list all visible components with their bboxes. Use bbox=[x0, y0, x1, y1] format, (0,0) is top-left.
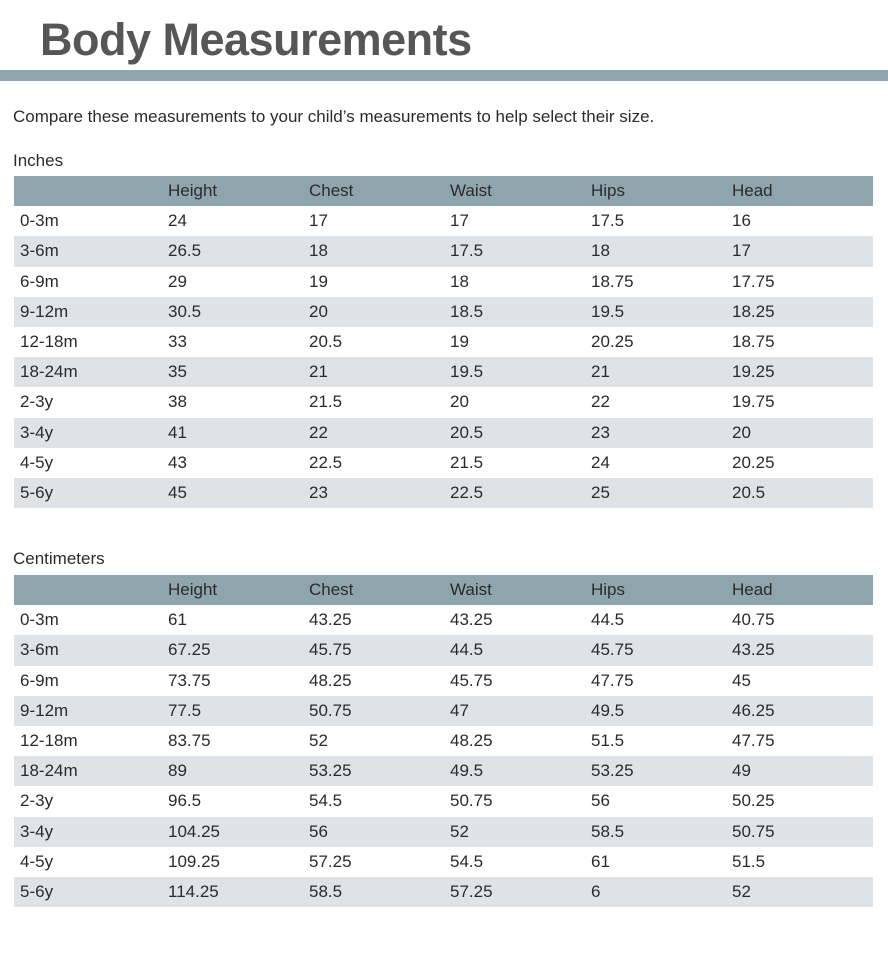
inches-section-label: Inches bbox=[13, 151, 64, 170]
cell-head: 46.25 bbox=[732, 696, 873, 726]
table-row bbox=[14, 448, 873, 478]
table-row bbox=[14, 756, 873, 786]
column-header-height: Height bbox=[168, 575, 309, 605]
cell-height: 77.5 bbox=[168, 696, 309, 726]
table-row bbox=[14, 206, 873, 236]
table-row bbox=[14, 696, 873, 726]
table-row bbox=[14, 267, 873, 297]
cell-size: 9-12m bbox=[14, 696, 168, 726]
cell-chest: 20 bbox=[309, 297, 450, 327]
cell-waist: 45.75 bbox=[450, 666, 591, 696]
cell-height: 35 bbox=[168, 357, 309, 387]
cell-waist: 20 bbox=[450, 387, 591, 417]
cell-waist: 54.5 bbox=[450, 847, 591, 877]
cell-waist: 57.25 bbox=[450, 877, 591, 907]
table-row bbox=[14, 666, 873, 696]
cell-chest: 56 bbox=[309, 817, 450, 847]
cell-waist: 21.5 bbox=[450, 448, 591, 478]
cell-head: 51.5 bbox=[732, 847, 873, 877]
cell-size: 2-3y bbox=[14, 786, 168, 816]
cell-head: 18.75 bbox=[732, 327, 873, 357]
cell-head: 50.25 bbox=[732, 786, 873, 816]
column-header-chest: Chest bbox=[309, 176, 450, 206]
cell-height: 96.5 bbox=[168, 786, 309, 816]
cell-height: 43 bbox=[168, 448, 309, 478]
cell-head: 19.75 bbox=[732, 387, 873, 417]
cell-waist: 19.5 bbox=[450, 357, 591, 387]
intro-text: Compare these measurements to your child’s measurements to help select their size. bbox=[13, 107, 655, 126]
cell-height: 114.25 bbox=[168, 877, 309, 907]
cell-chest: 54.5 bbox=[309, 786, 450, 816]
cell-chest: 53.25 bbox=[309, 756, 450, 786]
cell-height: 61 bbox=[168, 605, 309, 635]
cell-size: 3-4y bbox=[14, 418, 168, 448]
cell-waist: 20.5 bbox=[450, 418, 591, 448]
cell-size: 4-5y bbox=[14, 448, 168, 478]
column-header-waist: Waist bbox=[450, 176, 591, 206]
cell-chest: 50.75 bbox=[309, 696, 450, 726]
column-header-size bbox=[14, 176, 168, 206]
table-row bbox=[14, 877, 873, 907]
cell-hips: 17.5 bbox=[591, 206, 732, 236]
table-row bbox=[14, 605, 873, 635]
cell-hips: 21 bbox=[591, 357, 732, 387]
cell-chest: 58.5 bbox=[309, 877, 450, 907]
cell-height: 83.75 bbox=[168, 726, 309, 756]
cell-chest: 57.25 bbox=[309, 847, 450, 877]
table-row bbox=[14, 387, 873, 417]
cell-waist: 22.5 bbox=[450, 478, 591, 508]
column-header-waist: Waist bbox=[450, 575, 591, 605]
cell-size: 12-18m bbox=[14, 327, 168, 357]
cell-waist: 18.5 bbox=[450, 297, 591, 327]
cell-hips: 6 bbox=[591, 877, 732, 907]
cell-hips: 58.5 bbox=[591, 817, 732, 847]
cell-size: 12-18m bbox=[14, 726, 168, 756]
cell-chest: 21 bbox=[309, 357, 450, 387]
column-header-size bbox=[14, 575, 168, 605]
cell-chest: 43.25 bbox=[309, 605, 450, 635]
cell-size: 0-3m bbox=[14, 206, 168, 236]
cell-hips: 56 bbox=[591, 786, 732, 816]
cell-size: 3-4y bbox=[14, 817, 168, 847]
cell-height: 104.25 bbox=[168, 817, 309, 847]
cell-size: 3-6m bbox=[14, 635, 168, 665]
cell-hips: 53.25 bbox=[591, 756, 732, 786]
cell-height: 73.75 bbox=[168, 666, 309, 696]
column-header-head: Head bbox=[732, 575, 873, 605]
title-divider bbox=[0, 70, 888, 81]
cell-hips: 25 bbox=[591, 478, 732, 508]
cell-waist: 47 bbox=[450, 696, 591, 726]
column-header-hips: Hips bbox=[591, 176, 732, 206]
cell-height: 24 bbox=[168, 206, 309, 236]
cell-size: 0-3m bbox=[14, 605, 168, 635]
page-title: Body Measurements bbox=[40, 14, 472, 65]
cell-size: 6-9m bbox=[14, 267, 168, 297]
table-row bbox=[14, 847, 873, 877]
cell-waist: 18 bbox=[450, 267, 591, 297]
table-row bbox=[14, 236, 873, 266]
cell-hips: 22 bbox=[591, 387, 732, 417]
cell-head: 49 bbox=[732, 756, 873, 786]
cell-height: 109.25 bbox=[168, 847, 309, 877]
cell-chest: 22.5 bbox=[309, 448, 450, 478]
cell-chest: 21.5 bbox=[309, 387, 450, 417]
cell-hips: 19.5 bbox=[591, 297, 732, 327]
cell-head: 20.5 bbox=[732, 478, 873, 508]
cell-head: 43.25 bbox=[732, 635, 873, 665]
cell-waist: 19 bbox=[450, 327, 591, 357]
cell-head: 20.25 bbox=[732, 448, 873, 478]
table-header-row bbox=[14, 575, 873, 605]
cell-hips: 51.5 bbox=[591, 726, 732, 756]
cell-chest: 23 bbox=[309, 478, 450, 508]
table-row bbox=[14, 297, 873, 327]
cell-head: 17.75 bbox=[732, 267, 873, 297]
table-row bbox=[14, 327, 873, 357]
cell-height: 38 bbox=[168, 387, 309, 417]
cell-hips: 18.75 bbox=[591, 267, 732, 297]
cell-hips: 49.5 bbox=[591, 696, 732, 726]
cell-waist: 49.5 bbox=[450, 756, 591, 786]
cell-waist: 52 bbox=[450, 817, 591, 847]
cell-size: 5-6y bbox=[14, 478, 168, 508]
cell-waist: 44.5 bbox=[450, 635, 591, 665]
table-row bbox=[14, 478, 873, 508]
cell-size: 18-24m bbox=[14, 357, 168, 387]
cell-height: 89 bbox=[168, 756, 309, 786]
cell-height: 41 bbox=[168, 418, 309, 448]
cell-size: 4-5y bbox=[14, 847, 168, 877]
cell-hips: 24 bbox=[591, 448, 732, 478]
cell-head: 50.75 bbox=[732, 817, 873, 847]
cell-height: 45 bbox=[168, 478, 309, 508]
cell-head: 18.25 bbox=[732, 297, 873, 327]
cell-chest: 52 bbox=[309, 726, 450, 756]
cell-waist: 50.75 bbox=[450, 786, 591, 816]
table-row bbox=[14, 786, 873, 816]
cell-waist: 48.25 bbox=[450, 726, 591, 756]
cell-waist: 17 bbox=[450, 206, 591, 236]
cell-size: 18-24m bbox=[14, 756, 168, 786]
cell-waist: 17.5 bbox=[450, 236, 591, 266]
table-row bbox=[14, 418, 873, 448]
inches-table bbox=[14, 176, 873, 508]
cell-chest: 17 bbox=[309, 206, 450, 236]
cell-size: 3-6m bbox=[14, 236, 168, 266]
table-header-row bbox=[14, 176, 873, 206]
centimeters-table bbox=[14, 575, 873, 907]
cell-hips: 18 bbox=[591, 236, 732, 266]
table-row bbox=[14, 817, 873, 847]
cell-height: 67.25 bbox=[168, 635, 309, 665]
cell-hips: 23 bbox=[591, 418, 732, 448]
cell-hips: 47.75 bbox=[591, 666, 732, 696]
column-header-hips: Hips bbox=[591, 575, 732, 605]
cell-chest: 48.25 bbox=[309, 666, 450, 696]
cell-size: 2-3y bbox=[14, 387, 168, 417]
cell-height: 33 bbox=[168, 327, 309, 357]
cell-head: 47.75 bbox=[732, 726, 873, 756]
cell-head: 16 bbox=[732, 206, 873, 236]
cell-hips: 44.5 bbox=[591, 605, 732, 635]
cell-hips: 45.75 bbox=[591, 635, 732, 665]
cell-head: 20 bbox=[732, 418, 873, 448]
cell-chest: 19 bbox=[309, 267, 450, 297]
table-row bbox=[14, 357, 873, 387]
cell-head: 40.75 bbox=[732, 605, 873, 635]
column-header-height: Height bbox=[168, 176, 309, 206]
cell-size: 9-12m bbox=[14, 297, 168, 327]
cell-height: 29 bbox=[168, 267, 309, 297]
cell-height: 30.5 bbox=[168, 297, 309, 327]
cell-head: 45 bbox=[732, 666, 873, 696]
cell-size: 5-6y bbox=[14, 877, 168, 907]
cell-chest: 20.5 bbox=[309, 327, 450, 357]
cell-head: 17 bbox=[732, 236, 873, 266]
cell-head: 19.25 bbox=[732, 357, 873, 387]
cell-hips: 61 bbox=[591, 847, 732, 877]
cell-height: 26.5 bbox=[168, 236, 309, 266]
cell-hips: 20.25 bbox=[591, 327, 732, 357]
cell-chest: 22 bbox=[309, 418, 450, 448]
cell-waist: 43.25 bbox=[450, 605, 591, 635]
table-row bbox=[14, 635, 873, 665]
cell-chest: 18 bbox=[309, 236, 450, 266]
column-header-head: Head bbox=[732, 176, 873, 206]
cell-size: 6-9m bbox=[14, 666, 168, 696]
column-header-chest: Chest bbox=[309, 575, 450, 605]
cell-chest: 45.75 bbox=[309, 635, 450, 665]
table-row bbox=[14, 726, 873, 756]
centimeters-section-label: Centimeters bbox=[13, 549, 105, 568]
cell-head: 52 bbox=[732, 877, 873, 907]
